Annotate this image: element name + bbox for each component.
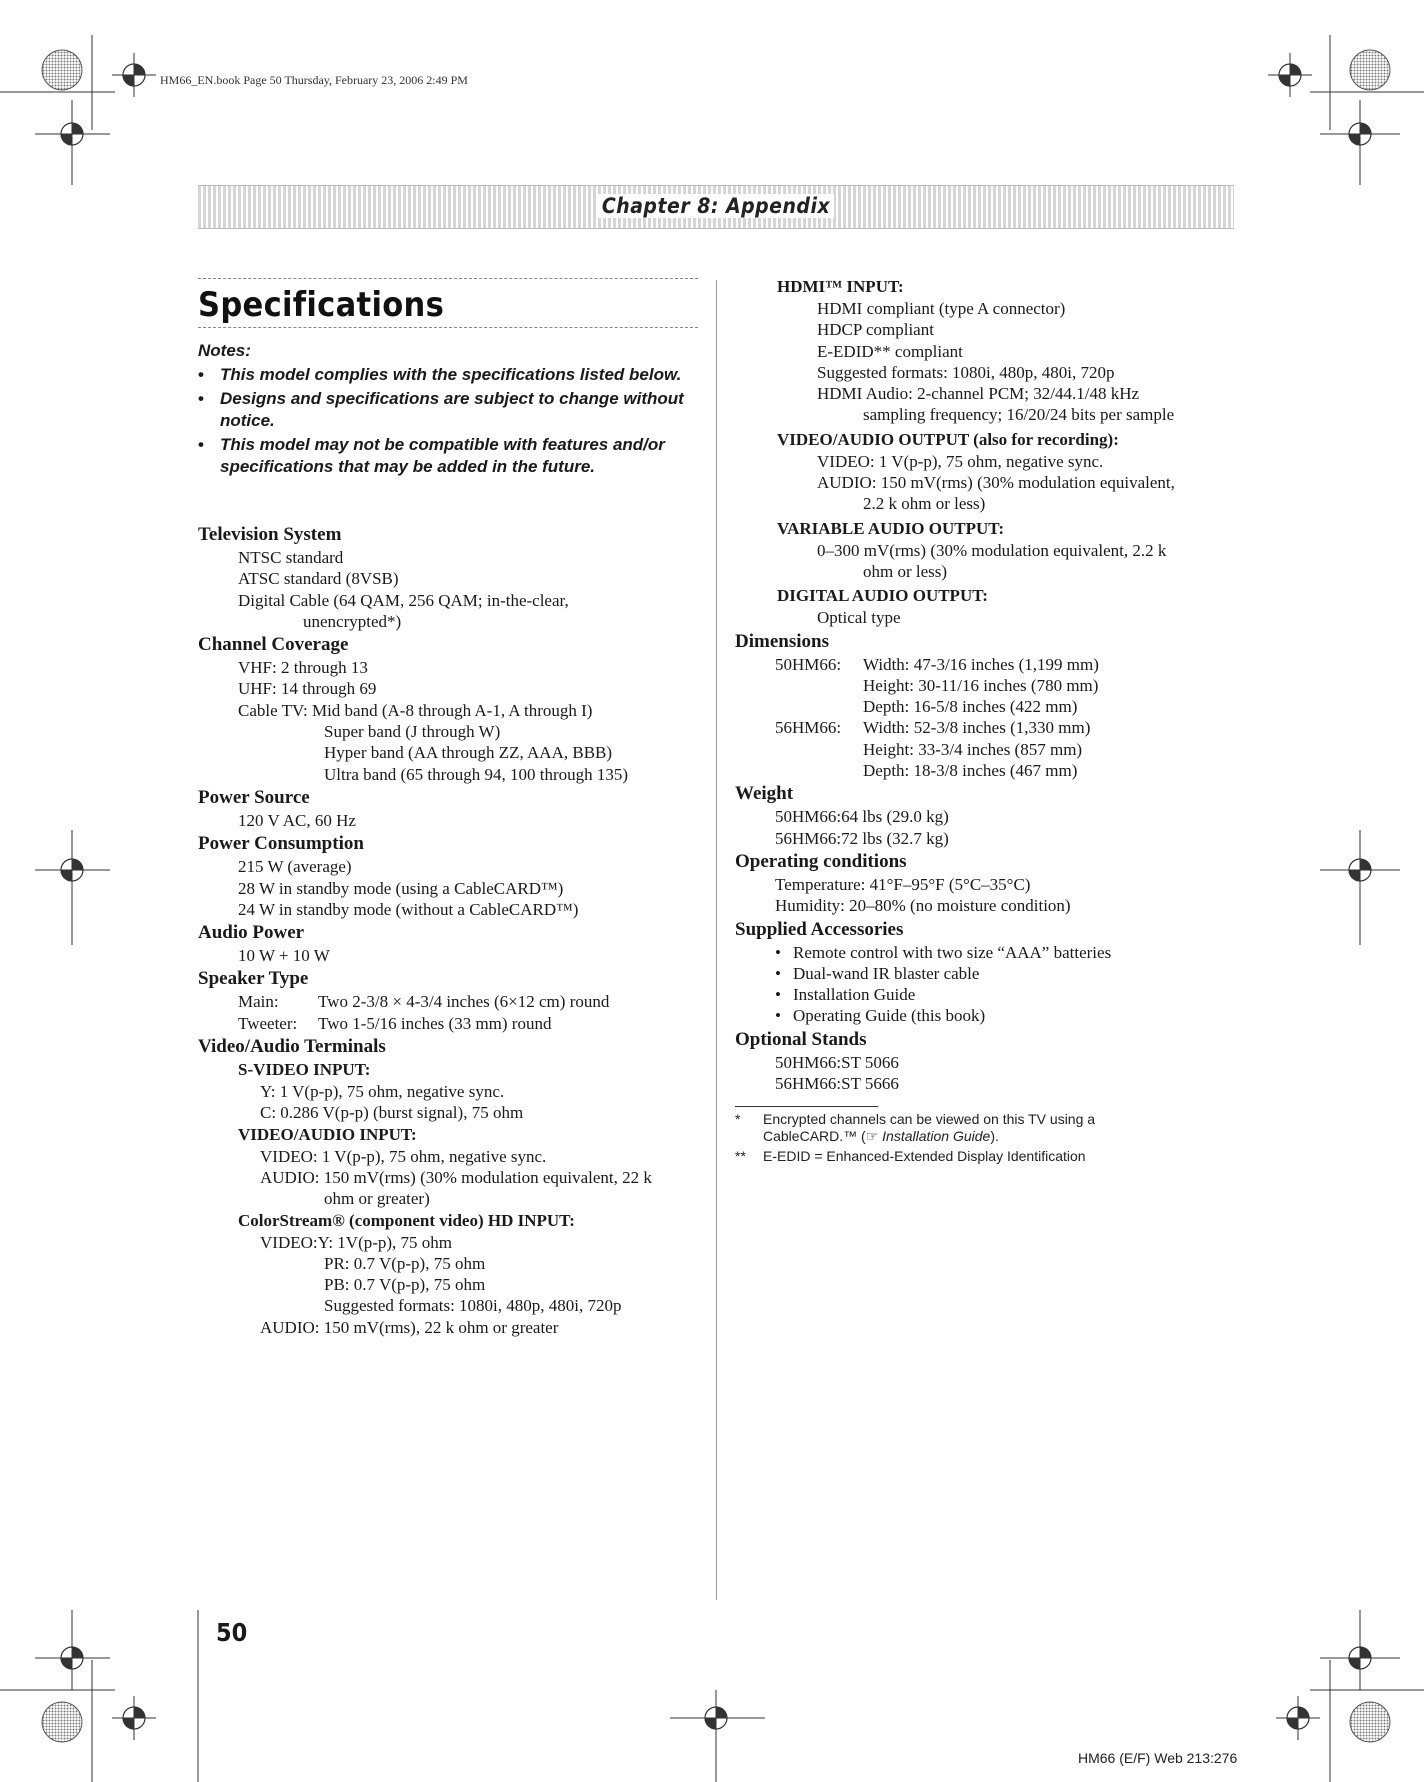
note-item: • Designs and specifications are subject to change without notice. <box>198 388 698 432</box>
spec-line: AUDIO: 150 mV(rms) (30% modulation equivalent, <box>817 473 1175 493</box>
weight-heading: Weight <box>735 783 794 805</box>
spec-line: NTSC standard <box>238 548 344 567</box>
dim-value: Depth: 18-3/8 inches (467 mm) <box>863 761 1078 781</box>
spec-line: Super band (J through W) <box>324 722 501 742</box>
footnote <box>735 1148 1255 1165</box>
va-input-heading: VIDEO/AUDIO INPUT: <box>238 1124 417 1144</box>
spec-line: unencrypted*) <box>303 611 402 631</box>
left-column <box>198 278 698 1338</box>
spec-line: Temperature: 41°F–95°F (5°C–35°C) <box>775 874 1031 894</box>
footnote-text <box>763 1128 1255 1145</box>
spec-line: 10 W + 10 W <box>238 946 330 966</box>
dim-value: Depth: 16-5/8 inches (422 mm) <box>863 697 1078 717</box>
spec-line: 2.2 k ohm or less) <box>863 494 986 514</box>
note-item: • This model may not be compatible with features and/or specifications that may be added in the future. <box>198 434 698 478</box>
page-title: Specifications <box>198 278 698 328</box>
chapter-title: Chapter 8: Appendix <box>598 194 834 218</box>
spec-line: VIDEO: 1 V(p-p), 75 ohm, negative sync. <box>260 1146 547 1166</box>
spec-line: UHF: 14 through 69 <box>238 679 377 699</box>
power-source-heading: Power Source <box>198 786 310 808</box>
column-divider <box>716 280 717 1600</box>
spec-line: PB: 0.7 V(p-p), 75 ohm <box>324 1275 486 1295</box>
spec-line: Optical type <box>817 608 901 628</box>
power-consumption-heading: Power Consumption <box>198 833 364 855</box>
spec-line: 120 V AC, 60 Hz <box>238 810 356 830</box>
spec-line: 215 W (average) <box>238 857 352 877</box>
audio-power-heading: Audio Power <box>198 922 305 944</box>
dim-model: 50HM66: <box>775 654 842 674</box>
spec-line: Hyper band (AA through ZZ, AAA, BBB) <box>324 743 613 763</box>
spec-line <box>198 1013 698 1034</box>
speaker-value: Two 2-3/8 × 4-3/4 inches (6×12 cm) round <box>318 992 610 1012</box>
svideo-heading: S-VIDEO INPUT: <box>238 1060 371 1080</box>
tv-system-heading: Television System <box>198 524 342 545</box>
dim-row <box>735 654 1255 675</box>
spec-line: VIDEO:Y: 1V(p-p), 75 ohm <box>260 1232 453 1252</box>
spec-line: 24 W in standby mode (without a CableCARD™) <box>238 899 579 919</box>
spec-line: Humidity: 20–80% (no moisture condition) <box>775 896 1071 916</box>
spec-line: 56HM66:ST 5666 <box>775 1074 899 1094</box>
spec-line: PR: 0.7 V(p-p), 75 ohm <box>324 1253 486 1273</box>
footer-code: HM66 (E/F) Web 213:276 <box>1078 1750 1238 1766</box>
spec-line: sampling frequency; 16/20/24 bits per sample <box>863 405 1175 425</box>
variable-audio-heading: VARIABLE AUDIO OUTPUT: <box>777 518 1005 538</box>
installation-guide-ref: ☞ Installation Guide <box>865 1128 991 1145</box>
spec-line: Suggested formats: 1080i, 480p, 480i, 720p <box>817 362 1115 382</box>
accessory-item: • Dual-wand IR blaster cable <box>775 963 1255 984</box>
spec-line: ohm or greater) <box>324 1189 430 1209</box>
spec-line: E-EDID** compliant <box>817 341 963 361</box>
spec-line: Suggested formats: 1080i, 480p, 480i, 720p <box>324 1296 622 1316</box>
notes-heading: Notes: <box>198 341 251 360</box>
footnote <box>735 1111 1255 1145</box>
stands-heading: Optional Stands <box>735 1028 867 1050</box>
footnote-text-part: ). <box>990 1128 999 1145</box>
spec-line: VHF: 2 through 13 <box>238 658 368 678</box>
spec-line: ATSC standard (8VSB) <box>238 569 399 589</box>
spec-line: Cable TV: Mid band (A-8 through A-1, A through I) <box>238 700 593 720</box>
channel-heading: Channel Coverage <box>198 634 349 656</box>
right-column <box>735 276 1255 1165</box>
footnote-text-part: CableCARD.™ ( <box>763 1128 866 1145</box>
spec-line: HDCP compliant <box>817 320 934 340</box>
notes <box>198 340 698 478</box>
footnote-mark: ** <box>735 1148 746 1165</box>
footnote-mark: * <box>735 1111 741 1128</box>
accessory-item: • Installation Guide <box>775 984 1255 1005</box>
speaker-value: Two 1-5/16 inches (33 mm) round <box>318 1013 552 1033</box>
dim-value: Width: 52-3/8 inches (1,330 mm) <box>863 718 1091 738</box>
spec-line: 0–300 mV(rms) (30% modulation equivalent, 2.2 k <box>817 540 1167 560</box>
spec-line: AUDIO: 150 mV(rms) (30% modulation equivalent, 22 k <box>260 1167 652 1187</box>
spec-line: Digital Cable (64 QAM, 256 QAM; in-the-clear, <box>238 590 569 610</box>
spec-line: HDMI compliant (type A connector) <box>817 299 1066 318</box>
note-item: • This model complies with the specifications listed below. <box>198 364 698 386</box>
footnote-text: Encrypted channels can be viewed on this TV using a <box>763 1111 1096 1128</box>
spec-line: AUDIO: 150 mV(rms), 22 k ohm or greater <box>260 1317 559 1337</box>
dim-value: Width: 47-3/16 inches (1,199 mm) <box>863 654 1099 674</box>
spec-line <box>198 991 698 1012</box>
dim-value: Height: 33-3/4 inches (857 mm) <box>863 739 1083 759</box>
spec-line: 50HM66:64 lbs (29.0 kg) <box>775 807 949 827</box>
dim-value: Height: 30-11/16 inches (780 mm) <box>863 675 1099 695</box>
chapter-banner <box>198 185 1234 229</box>
accessory-item: • Operating Guide (this book) <box>775 1005 1255 1026</box>
operating-heading: Operating conditions <box>735 850 907 872</box>
dim-row <box>735 717 1255 738</box>
digital-audio-heading: DIGITAL AUDIO OUTPUT: <box>777 586 988 606</box>
accessory-item: • Remote control with two size “AAA” batteries <box>775 942 1255 963</box>
spec-line: Y: 1 V(p-p), 75 ohm, negative sync. <box>260 1082 505 1102</box>
terminals-heading: Video/Audio Terminals <box>198 1036 386 1058</box>
dimensions-heading: Dimensions <box>735 630 829 652</box>
file-info: HM66_EN.book Page 50 Thursday, February 23, 2006 2:49 PM <box>160 73 468 87</box>
accessories-heading: Supplied Accessories <box>735 918 904 940</box>
spec-line: 56HM66:72 lbs (32.7 kg) <box>775 828 949 848</box>
spec-line: C: 0.286 V(p-p) (burst signal), 75 ohm <box>260 1103 524 1123</box>
speaker-label: Main: <box>238 992 279 1012</box>
spec-line: ohm or less) <box>863 561 948 581</box>
spec-line: 50HM66:ST 5066 <box>775 1052 899 1072</box>
va-output-heading: VIDEO/AUDIO OUTPUT (also for recording): <box>777 429 1119 449</box>
footnote-rule <box>735 1106 878 1107</box>
hdmi-heading: HDMI™ INPUT: <box>777 277 904 296</box>
spec-line: VIDEO: 1 V(p-p), 75 ohm, negative sync. <box>817 451 1104 471</box>
spec-line: HDMI Audio: 2-channel PCM; 32/44.1/48 kHz <box>817 384 1140 404</box>
colorstream-heading: ColorStream® (component video) HD INPUT: <box>238 1210 575 1230</box>
page-number: 50 <box>216 1618 248 1647</box>
footnote-text: E-EDID = Enhanced-Extended Display Identification <box>763 1148 1086 1165</box>
dim-model: 56HM66: <box>775 718 842 738</box>
speaker-label: Tweeter: <box>238 1013 298 1033</box>
speaker-heading: Speaker Type <box>198 968 309 990</box>
spec-line: 28 W in standby mode (using a CableCARD™) <box>238 878 564 898</box>
spec-line: Ultra band (65 through 94, 100 through 135) <box>324 764 629 784</box>
